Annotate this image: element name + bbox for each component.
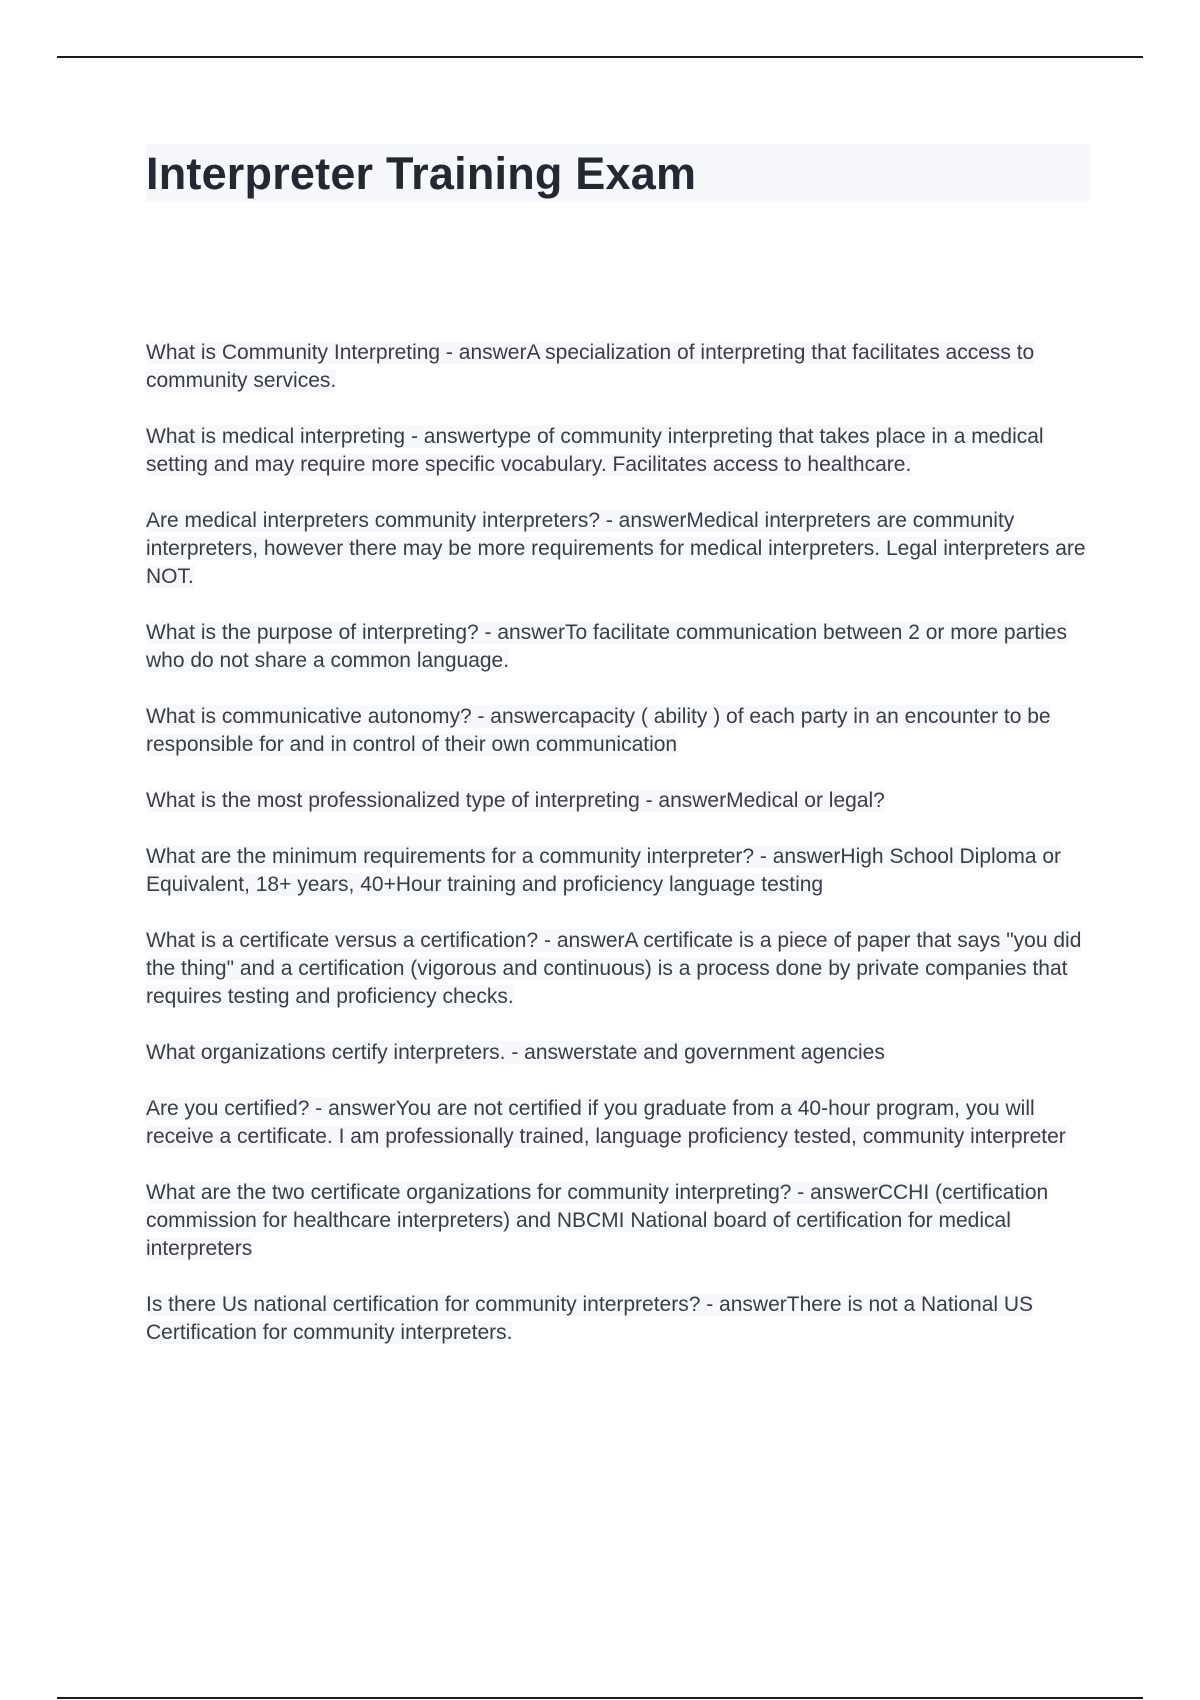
qa-text: Are medical interpreters community interpreters? - answerMedical interpreters are community interpreters, however there may be more requirements for medical interpreters. Legal interpreters are NOT.	[146, 509, 1086, 588]
qa-text: What is the most professionalized type of interpreting - answerMedical or legal?	[146, 789, 885, 812]
qa-list	[146, 339, 1090, 1375]
qa-text: Are you certified? - answerYou are not certified if you graduate from a 40-hour program, you will receive a certificate. I am professionally trained, language proficiency tested, community interpreter	[146, 1097, 1066, 1148]
qa-text: What are the minimum requirements for a community interpreter? - answerHigh School Diploma or Equivalent, 18+ years, 40+Hour training and proficiency language testing	[146, 845, 1062, 896]
qa-item-1	[146, 339, 1090, 395]
qa-item-12	[146, 1291, 1090, 1347]
qa-text: What is a certificate versus a certification? - answerA certificate is a piece of paper that says "you did the thing" and a certification (vigorous and continuous) is a process done by private companies that requires testing and proficiency checks.	[146, 929, 1082, 1008]
qa-text: What is Community Interpreting - answerA specialization of interpreting that facilitates access to community services.	[146, 341, 1035, 392]
qa-item-5	[146, 703, 1090, 759]
qa-item-7	[146, 843, 1090, 899]
qa-text: What are the two certificate organizations for community interpreting? - answerCCHI (certification commission for healthcare interpreters) and NBCMI National board of certification for medical interpreters	[146, 1181, 1049, 1260]
qa-item-10	[146, 1095, 1090, 1151]
page-title: Interpreter Training Exam	[146, 148, 697, 199]
qa-text: Is there Us national certification for community interpreters? - answerThere is not a National US Certification for community interpreters.	[146, 1293, 1034, 1344]
qa-item-3	[146, 507, 1090, 591]
top-rule	[57, 56, 1143, 58]
qa-item-11	[146, 1179, 1090, 1263]
qa-text: What organizations certify interpreters. - answerstate and government agencies	[146, 1041, 885, 1064]
qa-item-8	[146, 927, 1090, 1011]
qa-text: What is the purpose of interpreting? - answerTo facilitate communication between 2 or more parties who do not share a common language.	[146, 621, 1067, 672]
qa-item-6	[146, 787, 1090, 815]
qa-item-9	[146, 1039, 1090, 1067]
bottom-rule	[57, 1697, 1143, 1699]
qa-item-4	[146, 619, 1090, 675]
qa-item-2	[146, 423, 1090, 479]
qa-text: What is communicative autonomy? - answercapacity ( ability ) of each party in an encounter to be responsible for and in control of their own communication	[146, 705, 1051, 756]
qa-text: What is medical interpreting - answertype of community interpreting that takes place in a medical setting and may require more specific vocabulary. Facilitates access to healthcare.	[146, 425, 1044, 476]
